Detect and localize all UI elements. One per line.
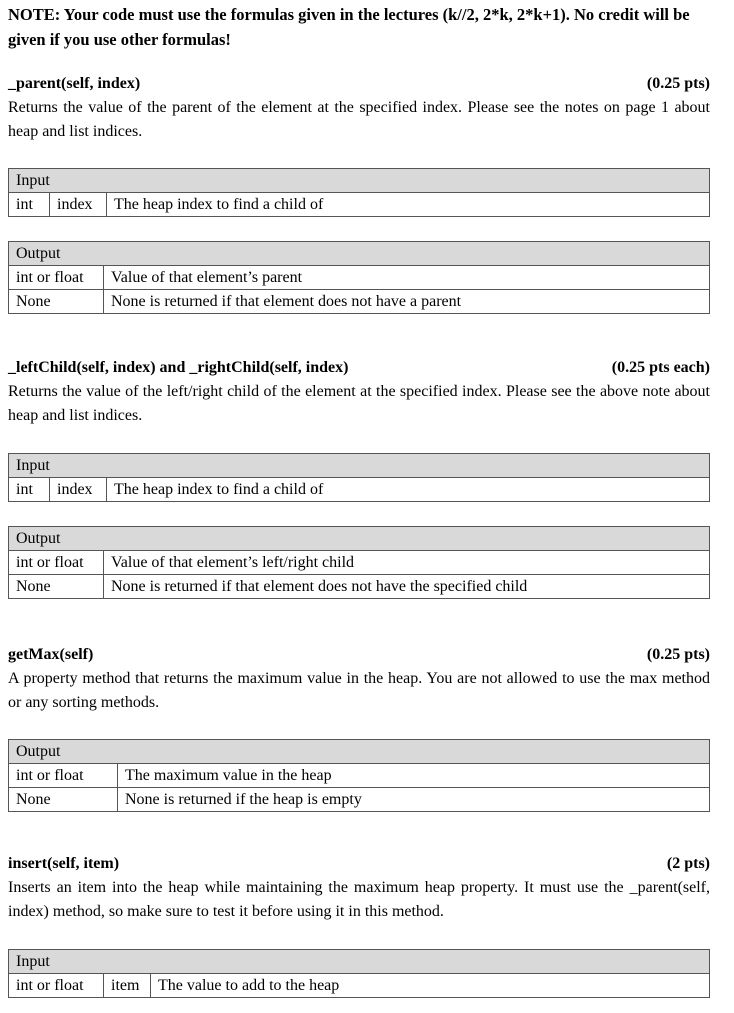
method-section-parent (8, 72, 710, 144)
method-points: (0.25 pts) (646, 75, 710, 92)
output-table (8, 241, 710, 314)
table-row (9, 575, 710, 599)
method-signature: getMax(self) (8, 646, 94, 663)
method-signature: _parent(self, index) (8, 75, 141, 92)
param-type: int or float (9, 974, 104, 998)
param-description: The value to add to the heap (151, 974, 710, 998)
method-points: (2 pts) (666, 855, 710, 872)
table-row (9, 551, 710, 575)
param-description: The heap index to find a child of (107, 478, 710, 502)
method-section-insert (8, 852, 710, 924)
method-description: Returns the value of the parent of the element at the specified index. Please see the notes on page 1 about heap and list indices. (8, 99, 710, 140)
table-row (9, 266, 710, 290)
table-row (9, 764, 710, 788)
method-header (8, 356, 710, 380)
param-description: The heap index to find a child of (107, 193, 710, 217)
param-type: int (9, 478, 50, 502)
output-table (8, 739, 710, 812)
return-description: The maximum value in the heap (118, 764, 710, 788)
method-description: A property method that returns the maximum value in the heap. You are not allowed to use the max method or any sorting methods. (8, 670, 710, 711)
return-description: None is returned if the heap is empty (118, 788, 710, 812)
method-signature: _leftChild(self, index) and _rightChild(self, index) (8, 359, 349, 376)
return-type: None (9, 575, 104, 599)
table-header: Output (9, 740, 710, 764)
param-type: int (9, 193, 50, 217)
return-type: int or float (9, 764, 118, 788)
input-table (8, 949, 710, 998)
table-header: Output (9, 527, 710, 551)
table-header: Input (9, 454, 710, 478)
return-description: Value of that element’s left/right child (104, 551, 710, 575)
return-description: None is returned if that element does not have the specified child (104, 575, 710, 599)
table-header: Output (9, 242, 710, 266)
method-description: Returns the value of the left/right child of the element at the specified index. Please see the above note about heap and list indices. (8, 383, 710, 424)
return-type: int or float (9, 551, 104, 575)
table-row (9, 788, 710, 812)
table-header: Input (9, 950, 710, 974)
output-table (8, 526, 710, 599)
method-section-children (8, 356, 710, 428)
return-description: None is returned if that element does not have a parent (104, 290, 710, 314)
table-row (9, 974, 710, 998)
method-section-getmax (8, 643, 710, 715)
table-row (9, 478, 710, 502)
method-header (8, 852, 710, 876)
param-name: index (50, 193, 107, 217)
table-row (9, 193, 710, 217)
note-paragraph: NOTE: Your code must use the formulas given in the lectures (k//2, 2*k, 2*k+1). No credit will be given if you use other formulas! (8, 5, 690, 49)
return-description: Value of that element’s parent (104, 266, 710, 290)
table-header: Input (9, 169, 710, 193)
param-name: item (104, 974, 151, 998)
return-type: None (9, 788, 118, 812)
input-table (8, 168, 710, 217)
input-table (8, 453, 710, 502)
param-name: index (50, 478, 107, 502)
method-header (8, 643, 710, 667)
method-signature: insert(self, item) (8, 855, 120, 872)
method-points: (0.25 pts each) (611, 359, 710, 376)
return-type: None (9, 290, 104, 314)
return-type: int or float (9, 266, 104, 290)
method-header (8, 72, 710, 96)
method-points: (0.25 pts) (646, 646, 710, 663)
method-description: Inserts an item into the heap while maintaining the maximum heap property. It must use the _parent(self, index) method, so make sure to test it before using it in this method. (8, 879, 710, 920)
table-row (9, 290, 710, 314)
